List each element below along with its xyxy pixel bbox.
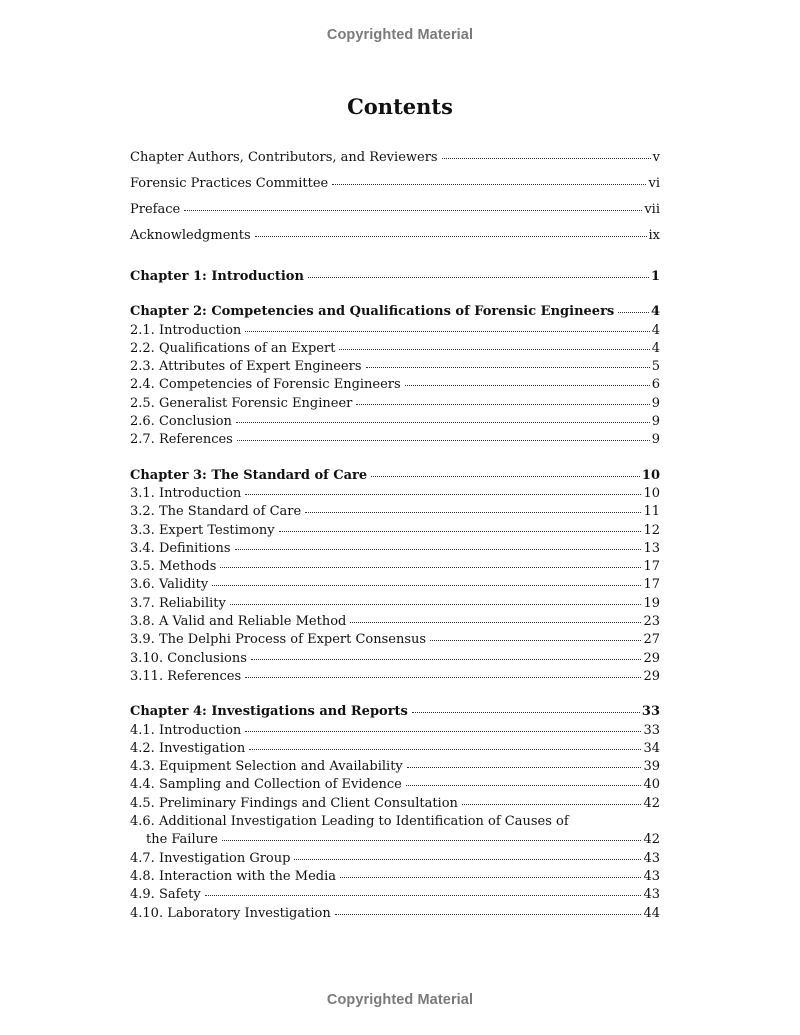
- section-entry[interactable]: 3.11. References 29: [130, 668, 660, 686]
- page-number: 10: [643, 485, 660, 501]
- page-number: 9: [651, 432, 660, 448]
- section-entry[interactable]: 3.2. The Standard of Care 11: [130, 503, 660, 521]
- table-of-contents: [130, 145, 660, 923]
- front-matter: [130, 145, 660, 249]
- chapter-3: [130, 467, 660, 687]
- dot-leader: [245, 484, 641, 495]
- page-number: 13: [643, 540, 660, 556]
- section-entry[interactable]: 4.4. Sampling and Collection of Evidence 40: [130, 776, 660, 794]
- page-number: 43: [643, 868, 660, 884]
- page-number: 29: [643, 668, 660, 684]
- page-number: 11: [643, 504, 660, 520]
- page-number: ix: [648, 228, 660, 243]
- section-entry[interactable]: 3.4. Definitions 13: [130, 540, 660, 558]
- dot-leader: [430, 630, 641, 641]
- section-label-line-2: the Failure: [146, 832, 218, 848]
- page-number: 42: [643, 832, 660, 848]
- copyright-watermark-top: Copyrighted Material: [326, 27, 474, 43]
- page-number: 4: [651, 340, 660, 356]
- dot-leader: [205, 885, 642, 896]
- page-number: 17: [643, 577, 660, 593]
- page-number: 43: [643, 850, 660, 866]
- page-number: 39: [643, 759, 660, 775]
- page-number: 44: [643, 905, 660, 921]
- dot-leader: [245, 321, 649, 332]
- page-number: 17: [643, 559, 660, 575]
- page-number: 1: [650, 269, 660, 284]
- section-entry[interactable]: 3.3. Expert Testimony 12: [130, 522, 660, 540]
- page-number: 9: [651, 414, 660, 430]
- page-number: v: [652, 150, 660, 165]
- section-entry[interactable]: 2.1. Introduction 4: [130, 322, 660, 340]
- dot-leader: [407, 757, 642, 768]
- section-entry[interactable]: 3.8. A Valid and Reliable Method 23: [130, 613, 660, 631]
- section-entry[interactable]: 4.3. Equipment Selection and Availability 39: [130, 758, 660, 776]
- dot-leader: [305, 502, 641, 513]
- dot-leader: [279, 521, 642, 532]
- toc-entry[interactable]: Forensic Practices Committee vi: [130, 171, 660, 197]
- section-entry[interactable]: 4.10. Laboratory Investigation 44: [130, 905, 660, 923]
- toc-entry[interactable]: Chapter Authors, Contributors, and Reviewers v: [130, 145, 660, 171]
- dot-leader: [332, 174, 646, 185]
- section-entry[interactable]: 4.2. Investigation 34: [130, 740, 660, 758]
- section-entry-multiline[interactable]: [130, 813, 660, 850]
- page-number: 12: [643, 522, 660, 538]
- chapter-heading[interactable]: Chapter 2: Competencies and Qualifications of Forensic Engineers 4: [130, 303, 660, 321]
- dot-leader: [308, 267, 649, 278]
- toc-entry[interactable]: Acknowledgments ix: [130, 223, 660, 249]
- page-number: 27: [643, 632, 660, 648]
- page-number: 10: [641, 467, 660, 483]
- section-entry[interactable]: 2.7. References 9: [130, 431, 660, 449]
- dot-leader: [255, 226, 647, 237]
- section-entry[interactable]: 3.10. Conclusions 29: [130, 650, 660, 668]
- section-entry[interactable]: 3.7. Reliability 19: [130, 595, 660, 613]
- page-title: Contents: [347, 94, 453, 119]
- section-entry[interactable]: 2.6. Conclusion 9: [130, 413, 660, 431]
- page-number: vi: [648, 176, 660, 191]
- dot-leader: [235, 539, 642, 550]
- dot-leader: [236, 412, 650, 423]
- dot-leader: [245, 721, 641, 732]
- section-entry[interactable]: 2.2. Qualifications of an Expert 4: [130, 340, 660, 358]
- dot-leader: [405, 375, 650, 386]
- dot-leader: [366, 357, 650, 368]
- dot-leader: [237, 430, 650, 441]
- section-entry[interactable]: 3.1. Introduction 10: [130, 485, 660, 503]
- section-entry[interactable]: 2.5. Generalist Forensic Engineer 9: [130, 395, 660, 413]
- page-number: vii: [644, 202, 660, 217]
- dot-leader: [230, 594, 642, 605]
- copyright-watermark-bottom: Copyrighted Material: [326, 992, 474, 1008]
- chapter-1: [130, 268, 660, 286]
- dot-leader: [251, 649, 642, 660]
- dot-leader: [371, 466, 640, 477]
- page-number: 19: [643, 595, 660, 611]
- dot-leader: [184, 200, 642, 211]
- dot-leader: [442, 148, 651, 159]
- page-number: 23: [643, 614, 660, 630]
- section-entry[interactable]: 4.8. Interaction with the Media 43: [130, 868, 660, 886]
- section-entry[interactable]: 2.4. Competencies of Forensic Engineers 6: [130, 376, 660, 394]
- dot-leader: [220, 557, 641, 568]
- dot-leader: [340, 867, 641, 878]
- toc-entry[interactable]: Preface vii: [130, 197, 660, 223]
- dot-leader: [245, 667, 641, 678]
- dot-leader: [462, 794, 642, 805]
- page-number: 33: [641, 704, 660, 720]
- dot-leader: [212, 575, 641, 586]
- chapter-heading[interactable]: Chapter 4: Investigations and Reports 33: [130, 703, 660, 721]
- section-entry[interactable]: 4.5. Preliminary Findings and Client Consultation 42: [130, 795, 660, 813]
- section-entry[interactable]: 4.1. Introduction 33: [130, 722, 660, 740]
- dot-leader: [222, 830, 642, 841]
- page-number: 29: [643, 650, 660, 666]
- page-number: 43: [643, 887, 660, 903]
- page-number: 4: [651, 322, 660, 338]
- dot-leader: [335, 904, 642, 915]
- dot-leader: [618, 302, 649, 313]
- dot-leader: [249, 739, 641, 750]
- dot-leader: [350, 612, 641, 623]
- section-entry[interactable]: 3.9. The Delphi Process of Expert Consensus 27: [130, 631, 660, 649]
- page-number: 9: [651, 395, 660, 411]
- chapter-heading[interactable]: Chapter 1: Introduction 1: [130, 268, 660, 286]
- section-label-line-1: 4.6. Additional Investigation Leading to Identification of Causes of: [130, 814, 569, 830]
- chapter-heading[interactable]: Chapter 3: The Standard of Care 10: [130, 467, 660, 485]
- dot-leader: [339, 339, 649, 350]
- dot-leader: [294, 849, 641, 860]
- page-number: 6: [651, 377, 660, 393]
- page-number: 42: [643, 795, 660, 811]
- page-number: 5: [651, 359, 660, 375]
- chapter-2: [130, 303, 660, 449]
- section-entry[interactable]: 3.5. Methods 17: [130, 558, 660, 576]
- dot-leader: [356, 394, 649, 405]
- dot-leader: [412, 702, 640, 713]
- page-number: 4: [650, 304, 660, 320]
- dot-leader: [406, 775, 642, 786]
- page-number: 40: [643, 777, 660, 793]
- page-number: 34: [643, 740, 660, 756]
- section-entry[interactable]: 4.7. Investigation Group 43: [130, 850, 660, 868]
- section-entry[interactable]: 4.9. Safety 43: [130, 886, 660, 904]
- section-entry[interactable]: 2.3. Attributes of Expert Engineers 5: [130, 358, 660, 376]
- section-entry[interactable]: 3.6. Validity 17: [130, 576, 660, 594]
- page-number: 33: [643, 722, 660, 738]
- chapter-4: [130, 703, 660, 923]
